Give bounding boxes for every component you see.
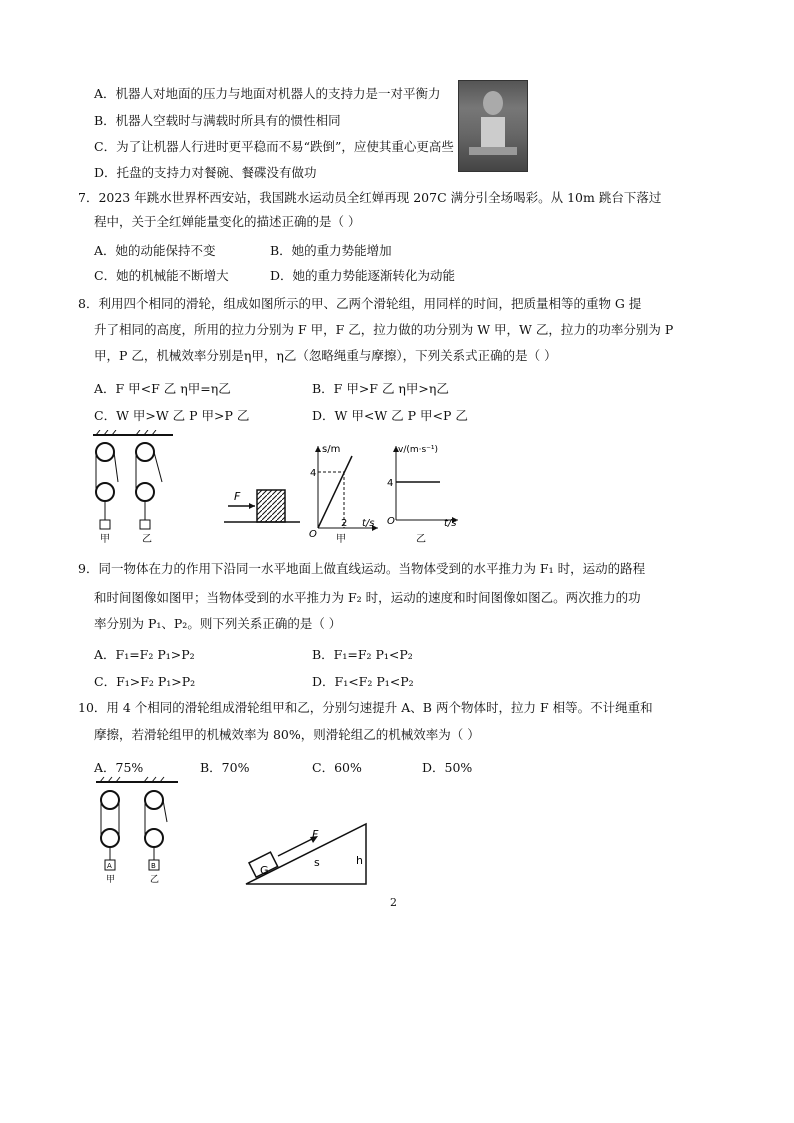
- t-axis-label-yi: t/s: [444, 518, 457, 529]
- label-jia: 甲: [100, 534, 110, 545]
- incline-force-label: F: [312, 828, 319, 841]
- q8-option-b: B．F 甲>F 乙 η甲>η乙: [312, 381, 449, 396]
- q8-stem-line2: 升了相同的高度，所用的拉力分别为 F 甲，F 乙，拉力做的功分别为 W 甲，W 乙，拉力的功率分别为 P: [94, 322, 674, 337]
- q6-option-a: A．机器人对地面的压力与地面对机器人的支持力是一对平衡力: [94, 86, 441, 101]
- q8-option-a: A．F 甲<F 乙 η甲=η乙: [94, 381, 231, 396]
- origin-jia: O: [309, 529, 317, 540]
- q7-option-b: B．她的重力势能增加: [270, 243, 392, 258]
- incline-figure: [238, 818, 374, 890]
- q8-pulley-figure: [88, 430, 188, 545]
- t-axis-label-jia: t/s: [362, 518, 375, 529]
- block: [257, 490, 285, 522]
- incline-length-label: s: [314, 856, 320, 869]
- q6-option-d: D．托盘的支持力对餐碗、餐碟没有做功: [94, 165, 317, 180]
- q8-option-d: D．W 甲<W 乙 P 甲<P 乙: [312, 408, 468, 423]
- movable-pulley-yi: [136, 483, 154, 501]
- q7-option-c: C．她的机械能不断增大: [94, 268, 229, 283]
- page-number: 2: [390, 896, 397, 909]
- movable-pulley-jia: [96, 483, 114, 501]
- graph-label-jia: 甲: [336, 534, 346, 545]
- q9-stem-line1: 9．同一物体在力的作用下沿同一水平地面上做直线运动。当物体受到的水平推力为 F₁ 时，运动的路程: [78, 561, 646, 576]
- weight-label: G: [260, 864, 269, 877]
- q7-option-a: A．她的动能保持不变: [94, 243, 216, 258]
- q9-graph-yi: [384, 440, 466, 545]
- q9-block-figure: [222, 480, 304, 530]
- incline-height-label: h: [356, 854, 363, 867]
- q7-stem-line2: 程中，关于全红婵能量变化的描述正确的是（ ）: [94, 214, 361, 229]
- force-label: F: [234, 490, 241, 503]
- q9-option-d: D．F₁<F₂ P₁<P₂: [312, 674, 414, 689]
- origin-yi: O: [387, 516, 395, 527]
- q8-stem-line1: 8．利用四个相同的滑轮，组成如图所示的甲、乙两个滑轮组，用同样的时间，把质量相等的重物 G 提: [78, 296, 642, 311]
- v-axis-label: v/(m·s⁻¹): [398, 445, 439, 455]
- q9-option-b: B．F₁=F₂ P₁<P₂: [312, 647, 413, 662]
- label-yi: 乙: [142, 534, 152, 545]
- q10-option-d: D．50%: [422, 760, 473, 775]
- q9-option-c: C．F₁>F₂ P₁>P₂: [94, 674, 196, 689]
- q10-stem-line1: 10．用 4 个相同的滑轮组成滑轮组甲和乙，分别匀速提升 A、B 两个物体时，拉力 F 相等。不计绳重和: [78, 700, 653, 715]
- s-axis-label: s/m: [322, 444, 341, 455]
- tick-four: 4: [310, 468, 317, 479]
- q7-stem-line1: 7．2023 年跳水世界杯西安站，我国跳水运动员全红婵再现 207C 满分引全场喝彩。从 10m 跳台下落过: [78, 190, 662, 205]
- q9-stem-line2: 和时间图像如图甲；当物体受到的水平推力为 F₂ 时，运动的速度和时间图像如图乙。两次推力的功: [94, 590, 641, 605]
- tick-two: 2: [341, 518, 348, 529]
- q9-stem-line3: 率分别为 P₁、P₂。则下列关系正确的是（ ）: [94, 616, 342, 631]
- robot-photo: [458, 80, 528, 172]
- q10-option-b: B．70%: [200, 760, 250, 775]
- q7-option-d: D．她的重力势能逐渐转化为动能: [270, 268, 456, 283]
- q8-stem-line3: 甲，P 乙，机械效率分别是η甲，η乙（忽略绳重与摩擦），下列关系式正确的是（ ）: [94, 348, 557, 363]
- q10-pulley-figure: [92, 776, 188, 891]
- fixed-pulley-jia: [96, 443, 114, 461]
- q6-option-c: C．为了让机器人行进时更平稳而不易“跌倒”，应使其重心更高些: [94, 139, 454, 154]
- q10-stem-line2: 摩擦，若滑轮组甲的机械效率为 80%，则滑轮组乙的机械效率为（ ）: [94, 727, 480, 742]
- q10-option-a: A．75%: [94, 760, 144, 775]
- fixed-pulley-yi: [136, 443, 154, 461]
- q6-option-b: B．机器人空载时与满载时所具有的惯性相同: [94, 113, 341, 128]
- q9-option-a: A．F₁=F₂ P₁>P₂: [94, 647, 195, 662]
- graph-label-yi: 乙: [416, 534, 426, 545]
- q8-option-c: C．W 甲>W 乙 P 甲>P 乙: [94, 408, 250, 423]
- label-yi-10: 乙: [150, 875, 160, 885]
- robot-photo-image: [459, 81, 527, 171]
- box-b-label: B: [151, 862, 156, 870]
- box-a-label: A: [107, 862, 112, 870]
- tick-four-yi: 4: [387, 478, 394, 489]
- q9-graph-jia: [306, 440, 384, 545]
- label-jia-10: 甲: [106, 875, 116, 885]
- q10-option-c: C．60%: [312, 760, 362, 775]
